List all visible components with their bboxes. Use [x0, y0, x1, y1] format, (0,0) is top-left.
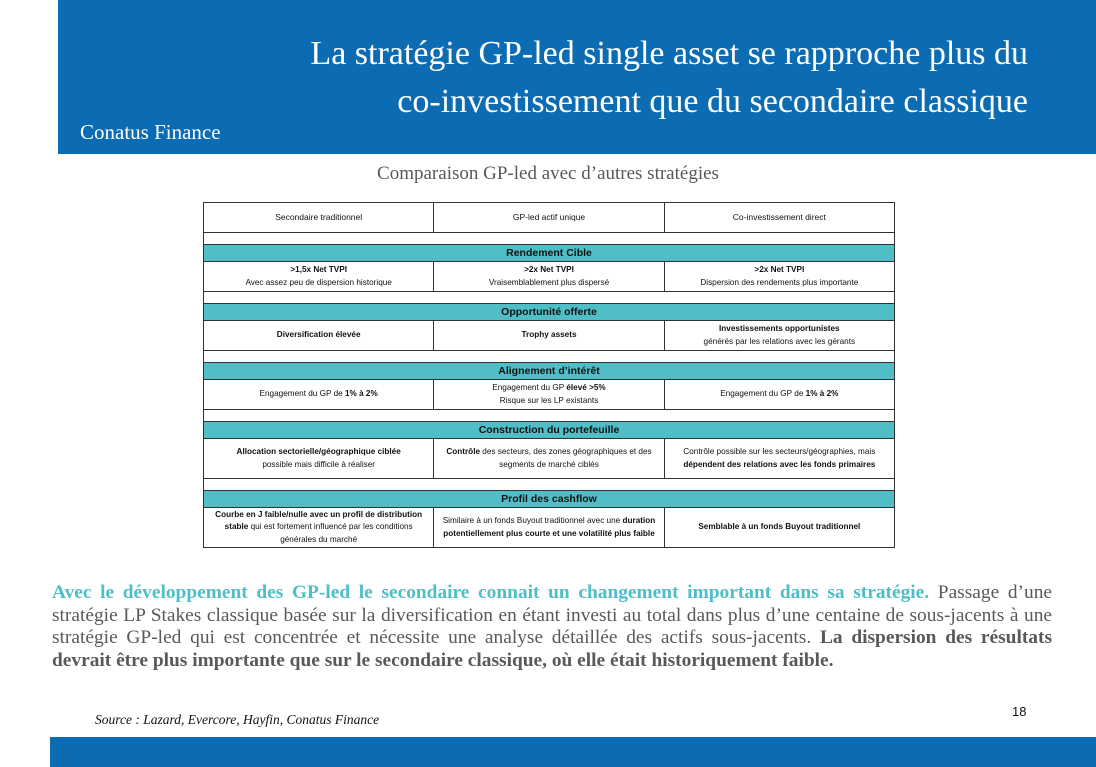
column-header-co-investissement: Co-investissement direct	[664, 203, 894, 233]
table-cell	[664, 262, 894, 292]
section-title-opportunite: Opportunité offerte	[204, 304, 895, 321]
cell-text: qui est fortement influencé par les conditions générales du marché	[248, 522, 413, 544]
table-spacer-row	[204, 479, 895, 491]
section-band-opportunite	[204, 304, 895, 321]
cell-bold-text: Contrôle	[446, 447, 481, 456]
cell-bold-text: 1% à 2%	[805, 389, 839, 399]
table-cell	[204, 439, 434, 479]
section-title-rendement: Rendement Cible	[204, 245, 895, 262]
table-caption: Comparaison GP-led avec d’autres stratégies	[377, 163, 719, 184]
summary-lead: Avec le développement des GP-led le secondaire connait un changement important dans sa stratégie.	[52, 582, 930, 603]
cell-bold-text: >2x Net TVPI	[524, 265, 574, 274]
cell-text: Engagement du GP de	[720, 389, 806, 399]
cell-text: Dispersion des rendements plus importante	[700, 277, 859, 287]
section-band-alignement	[204, 363, 895, 380]
cell-bold-text: Trophy assets	[521, 330, 577, 340]
table-row-rendement	[204, 262, 895, 292]
section-band-construction	[204, 422, 895, 439]
cell-text: possible mais difficile à réaliser	[262, 459, 376, 469]
cell-bold-text: Semblable à un fonds Buyout traditionnel	[698, 522, 861, 532]
table-cell	[434, 439, 664, 479]
slide-title	[148, 30, 1028, 126]
table-cell	[434, 508, 664, 548]
table-cell	[664, 380, 894, 410]
column-header-gp-led: GP-led actif unique	[434, 203, 664, 233]
page-number: 18	[1012, 704, 1027, 719]
cell-text: Engagement du GP	[492, 383, 567, 392]
cell-text: des secteurs, des zones géographiques et des segments de marché ciblés	[480, 447, 652, 469]
cell-text: Similaire à un fonds Buyout traditionnel avec une	[442, 516, 623, 525]
cell-bold-text: dépendent des relations avec les fonds primaires	[683, 459, 876, 469]
table-spacer-row	[204, 292, 895, 304]
table-header-row	[204, 203, 895, 233]
table-cell	[434, 380, 664, 410]
slide-title-line1: La stratégie GP-led single asset se rapproche plus du	[310, 35, 1028, 72]
section-band-cashflow	[204, 491, 895, 508]
cell-text: Vraisemblablement plus dispersé	[488, 277, 610, 287]
cell-text: Risque sur les LP existants	[499, 395, 599, 405]
summary-body: Passage d’une stratégie LP Stakes classique basée sur la diversification en étant investi au total dans plus d’une centaine de sous-jacents à une stratégie GP-led qui est concentrée et nécessite une analyse détaillée des actifs sous-jacents.	[52, 582, 1052, 648]
column-header-secondaire: Secondaire traditionnel	[204, 203, 434, 233]
cell-bold-text: >1,5x Net TVPI	[290, 265, 347, 274]
table-cell	[434, 262, 664, 292]
table-row-construction	[204, 439, 895, 479]
cell-text: Avec assez peu de dispersion historique	[245, 277, 392, 287]
table-spacer-row	[204, 233, 895, 245]
table-spacer-row	[204, 351, 895, 363]
table-cell	[664, 321, 894, 351]
summary-paragraph	[52, 582, 1052, 672]
cell-bold-text: Courbe en J faible/nulle avec un profil de distribution stable	[215, 509, 423, 532]
table-row-cashflow	[204, 508, 895, 548]
cell-bold-text: >2x Net TVPI	[754, 265, 805, 274]
table-row-opportunite	[204, 321, 895, 351]
source-note: Source : Lazard, Evercore, Hayfin, Conatus Finance	[95, 712, 380, 727]
section-title-construction: Construction du portefeuille	[204, 422, 895, 439]
table-cell	[204, 508, 434, 548]
header-banner	[58, 0, 1096, 154]
cell-bold-text: Diversification élevée	[276, 330, 361, 340]
comparison-table	[203, 202, 895, 548]
table-cell	[664, 439, 894, 479]
cell-text: Contrôle possible sur les secteurs/géographies, mais	[683, 447, 876, 456]
section-title-alignement: Alignement d’intérêt	[204, 363, 895, 380]
cell-text: Engagement du GP de	[259, 389, 345, 399]
table-cell	[204, 321, 434, 351]
cell-bold-text: duration potentiellement plus courte et une volatilité plus faible	[443, 516, 656, 538]
cell-bold-text: 1% à 2%	[344, 389, 378, 399]
table-row-alignement	[204, 380, 895, 410]
section-band-rendement	[204, 245, 895, 262]
cell-text: générés par les relations avec les gérants	[703, 336, 856, 346]
company-name: Conatus Finance	[80, 120, 221, 144]
cell-bold-text: Allocation sectorielle/géographique ciblée	[236, 447, 401, 456]
summary-conclusion: La dispersion des résultats devrait être plus importante que sur le secondaire classique, où elle était historiquement faible.	[52, 627, 1052, 671]
table-cell	[664, 508, 894, 548]
section-title-cashflow: Profil des cashflow	[204, 491, 895, 508]
footer-band	[50, 737, 1096, 767]
table-cell	[204, 380, 434, 410]
slide-title-line2: co-investissement que du secondaire classique	[397, 83, 1028, 120]
cell-bold-text: élevé >5%	[566, 383, 606, 392]
cell-bold-text: Investissements opportunistes	[719, 324, 840, 333]
table-cell	[204, 262, 434, 292]
table-spacer-row	[204, 410, 895, 422]
table-cell	[434, 321, 664, 351]
